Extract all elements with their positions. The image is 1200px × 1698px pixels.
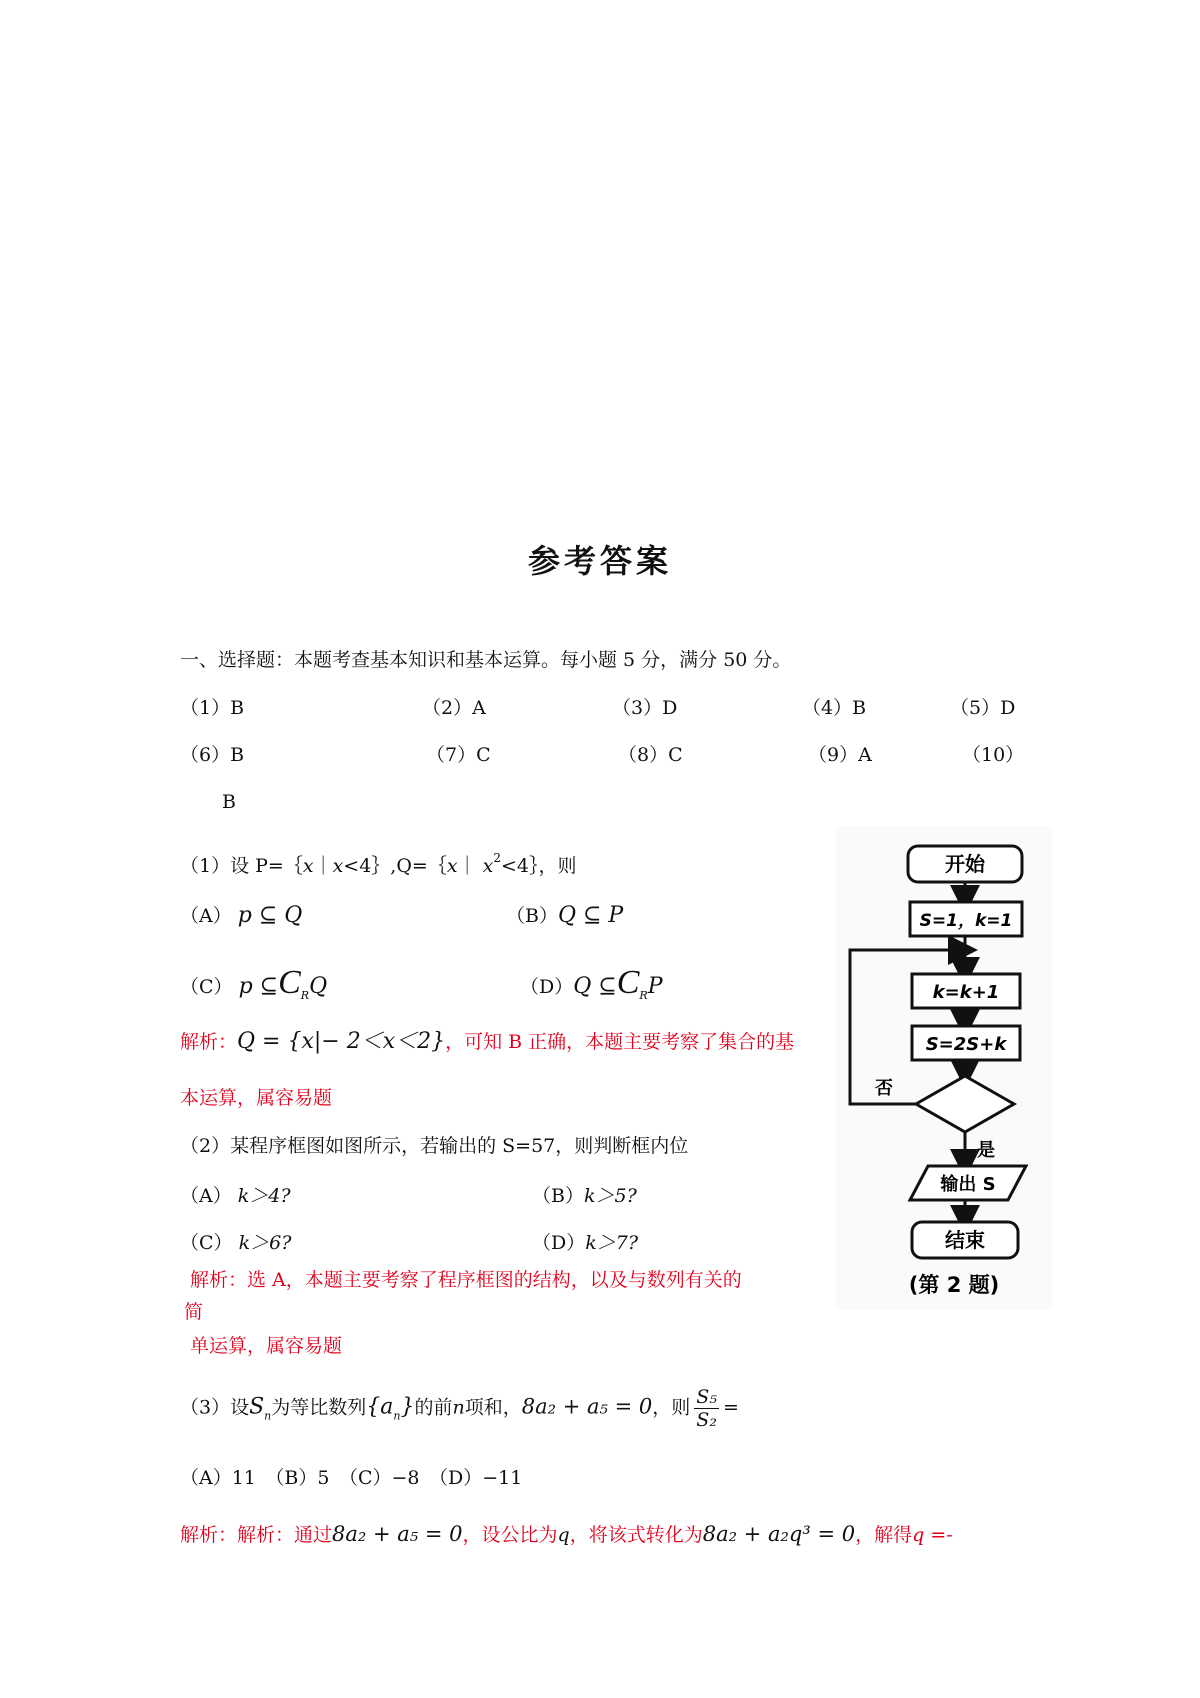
answer-6: （6）B (180, 744, 245, 766)
flow-init-text: S=1，k=1 (919, 911, 1013, 931)
page-title: 参考答案 (527, 542, 672, 580)
q1-stem: （1）设 P=｛x｜x<4｝,Q=｛x｜ $x^2<4\}$，则 (180, 851, 577, 877)
answer-2: （2）A (422, 697, 486, 719)
answer-4: （4）B (802, 697, 867, 719)
flow-output-text: 输出 S (940, 1174, 996, 1195)
flow-yes-label: 是 (977, 1140, 995, 1161)
q2-analysis-line3: 单运算，属容易题 (190, 1335, 343, 1357)
flow-end-text: 结束 (945, 1228, 985, 1252)
q3-options: （A）11 （B）5 （C）−8 （D）−11 (180, 1467, 523, 1489)
q2-stem: （2）某程序框图如图所示，若输出的 S=57，则判断框内位 (180, 1135, 689, 1157)
q1-analysis-line2: 本运算，属容易题 (180, 1087, 333, 1109)
flow-no-label: 否 (875, 1078, 893, 1099)
flow-caption: (第 2 题) (908, 1273, 1000, 1297)
q2-option-a: （A） k＞4? (180, 1185, 291, 1207)
q2-analysis-line2: 简 (184, 1301, 204, 1323)
answer-8: （8）C (618, 744, 683, 766)
q1-option-c: （C） p $⊆C_RQ$ (180, 964, 328, 1002)
flow-start-text: 开始 (945, 852, 985, 876)
q1-analysis: 解析：Q = {x|− 2＜x＜2}，可知 B 正确，本题主要考察了集合的基 (180, 1029, 795, 1054)
answer-3: （3）D (612, 697, 678, 719)
q2-analysis-line1: 解析：选 A，本题主要考察了程序框图的结构，以及与数列有关的 (190, 1269, 742, 1291)
q1-option-a: （A） p ⊆ Q (180, 903, 303, 928)
answer-10: （10） (962, 744, 1025, 766)
section-header: 一、选择题：本题考查基本知识和基本运算。每小题 5 分，满分 50 分。 (180, 649, 792, 671)
q3-analysis: 解析：解析：通过8a₂ + a₅ = 0，设公比为q，将该式转化为8a₂ + a₂q³ = 0，解得q =- (180, 1522, 953, 1546)
q3-fraction: $\frac{\text{S₅}}{\text{S₂}}$ (696, 1386, 717, 1431)
flow-step2-text: S=2S+k (925, 1034, 1007, 1055)
flowchart-svg (836, 826, 1052, 1310)
flow-decision-node (916, 1076, 1014, 1132)
answer-7: （7）C (426, 744, 491, 766)
answer-9: （9）A (808, 744, 872, 766)
flowchart-figure (836, 826, 1052, 1310)
q2-option-d: （D）k＞7? (532, 1232, 639, 1254)
flow-step1-text: k=k+1 (932, 982, 1000, 1003)
q2-option-b: （B）k＞5? (532, 1185, 637, 1207)
q1-option-d: （D）Q $⊆C_RP$ (520, 964, 663, 1002)
q3-stem: （3）设$S_n$为等比数列$\{a_n\}$的前n项和，8a₂ + a₅ = 0，则 $\frac{\text{S₅}}{\text{S₂}}$ = (180, 1386, 739, 1431)
answer-10-value: B (222, 791, 236, 813)
answer-5: （5）D (950, 697, 1016, 719)
q1-option-b: （B）Q ⊆ P (506, 903, 624, 928)
q2-option-c: （C） k＞6? (180, 1232, 292, 1254)
answer-1: （1）B (180, 697, 245, 719)
